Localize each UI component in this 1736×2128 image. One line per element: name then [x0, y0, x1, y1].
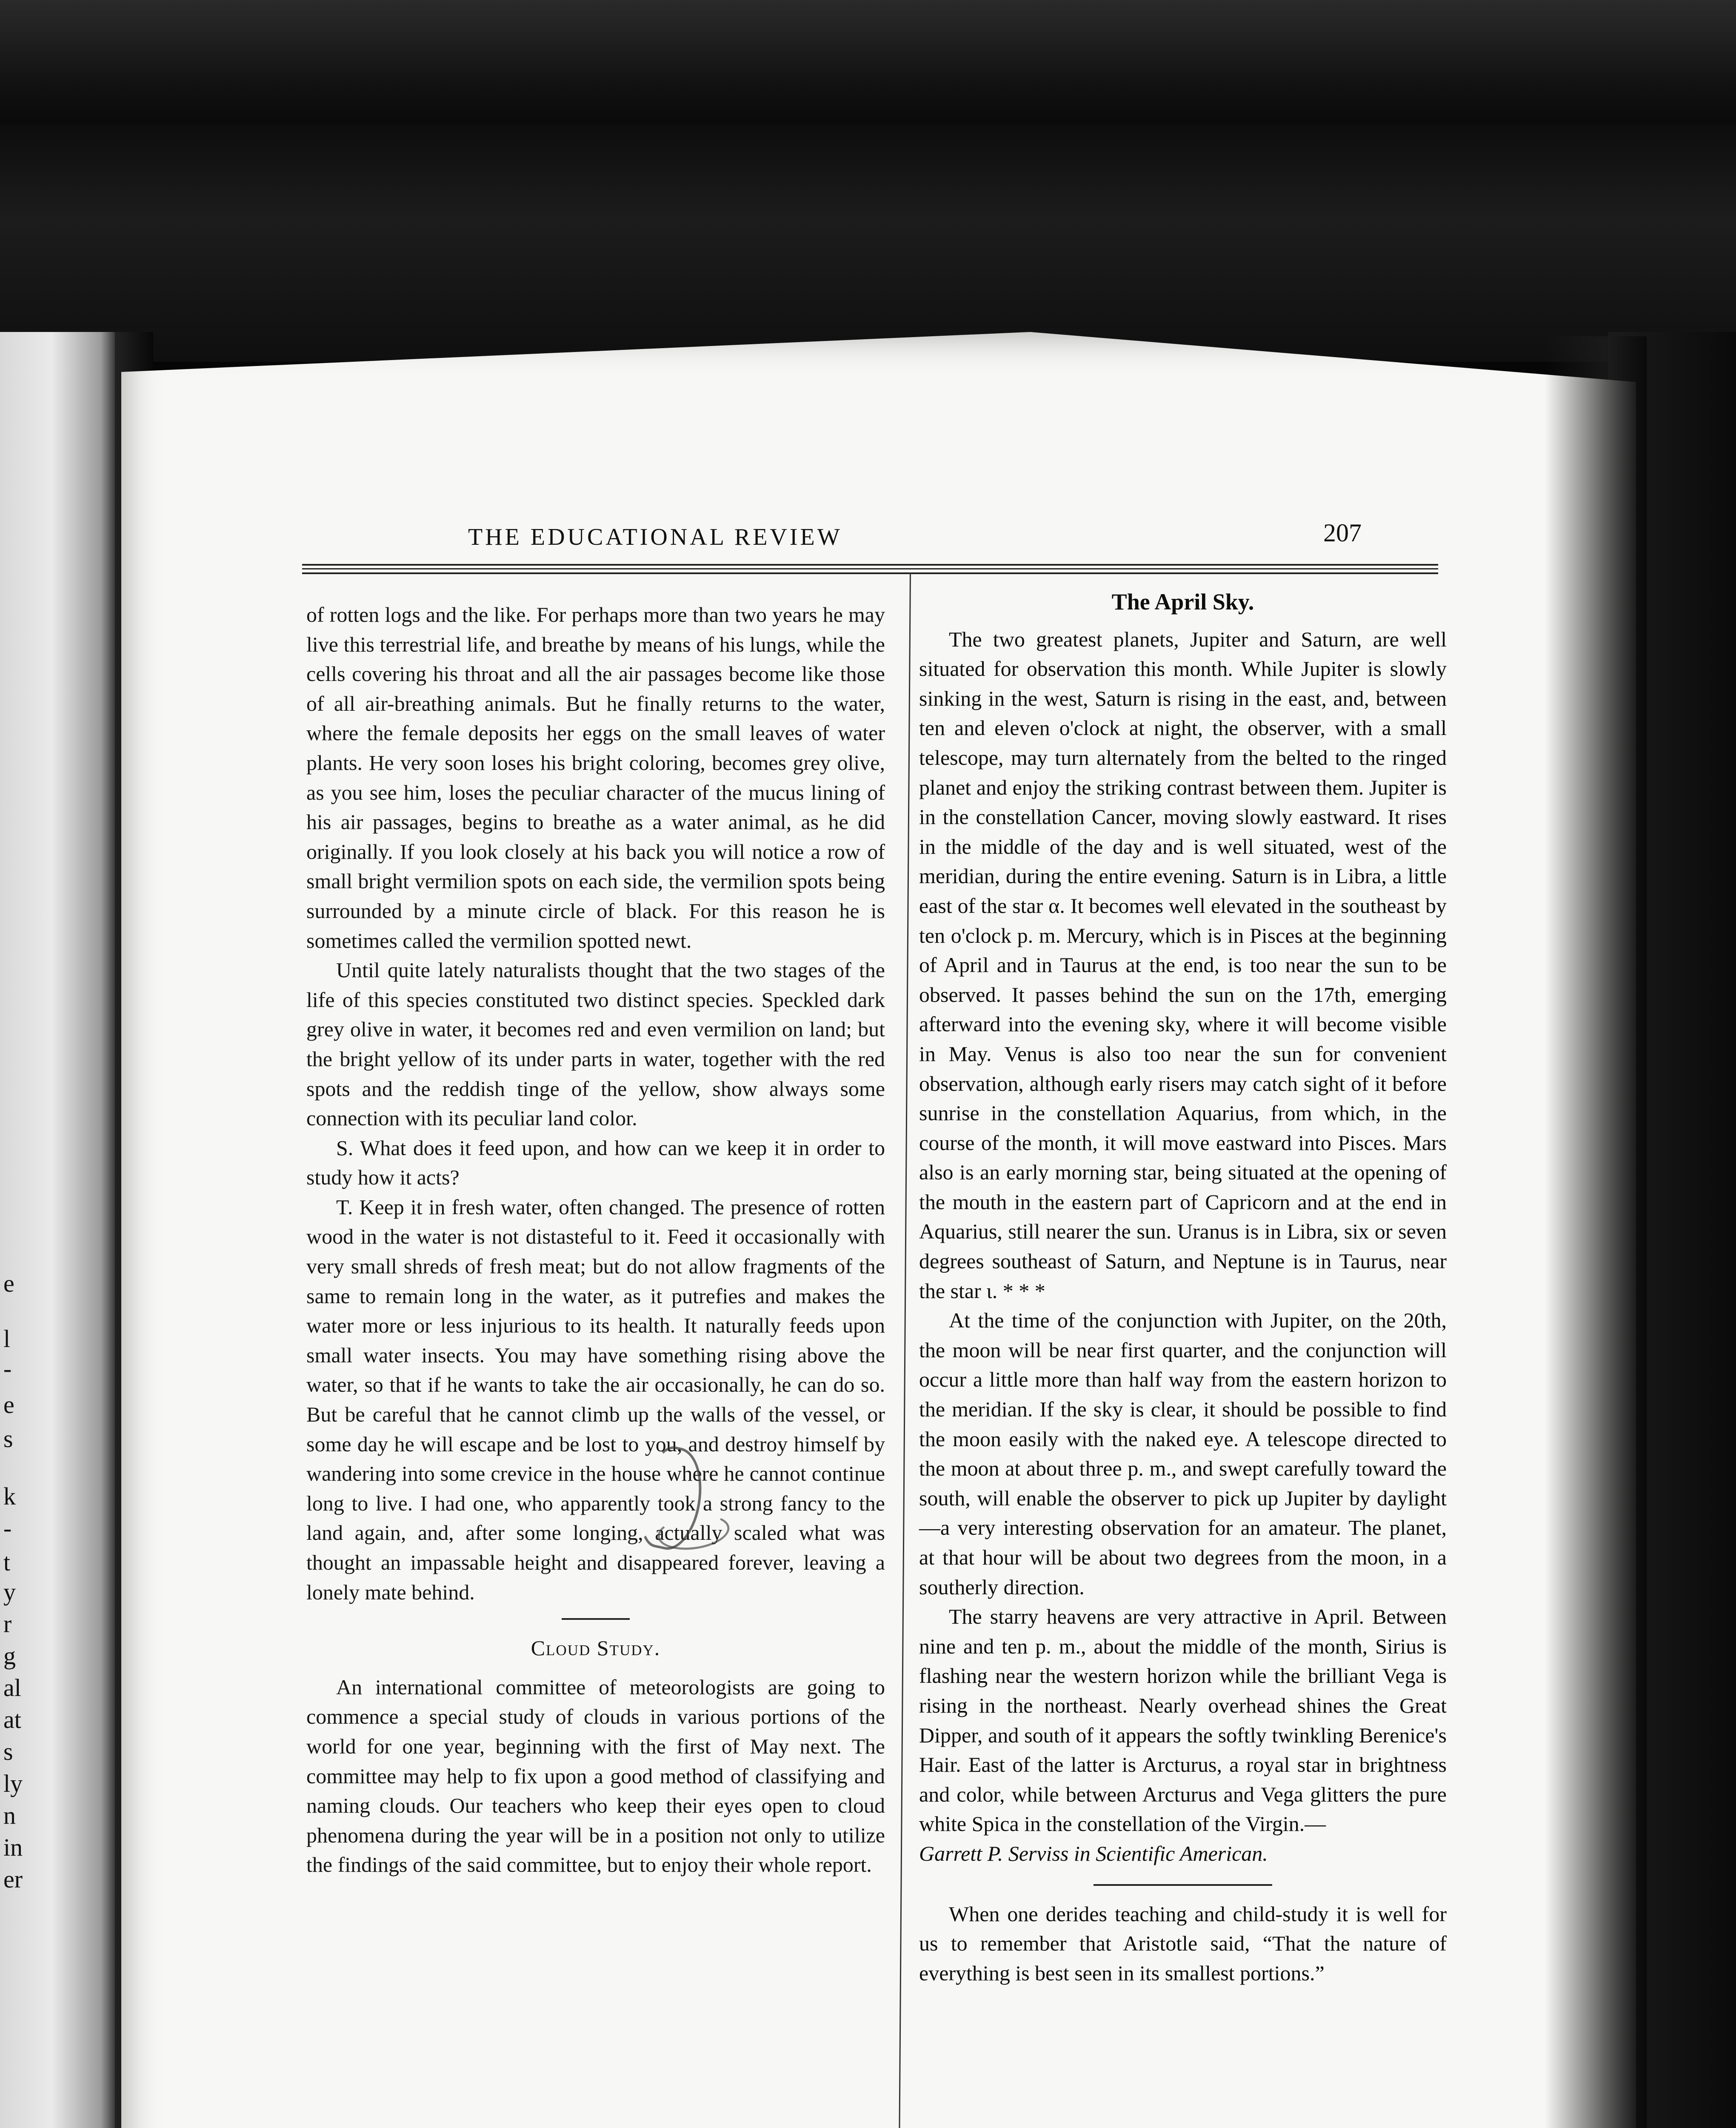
left-column [306, 600, 885, 1880]
facing-page-fragment: y [3, 1578, 16, 1606]
section-rule [1094, 1884, 1272, 1886]
scan-top-band [0, 0, 1736, 123]
dialogue-paragraph: T. Keep it in fresh water, often changed. The presence of rotten wood in the water is not distasteful to it. Feed it occasionally with very small shreds of fresh meat; but do not allow fragments of the same to remain long in the water, as it putrefies and makes the water more or less injurious to its health. It naturally feeds upon small water insects. You may have something rising above the water, so that if he wants to take the air occasionally, he can do so. But be careful that he cannot climb up the walls of the vessel, or some day he will escape and be lost to you, and destroy himself by wandering into some crevice in the house where he cannot continue long to live. I had one, who apparently took a strong fancy to the land again, and, after some longing, actually scaled what was thought an impassable height and disappeared forever, leaving a lonely mate behind. [306, 1195, 885, 1604]
page-right-shadow [1545, 336, 1647, 2128]
facing-page-fragment: r [3, 1610, 12, 1638]
header-rule-lower [302, 572, 1438, 574]
facing-page-fragment: n [3, 1802, 16, 1829]
body-paragraph: of rotten logs and the like. For perhaps more than two years he may live this terrestrial life, and breathe by means of his lungs, while the cells covering his throat and all the air passages become like those of all air-breathing animals. But he finally returns to the water, where the female deposits her eggs on the small leaves of water plants. He very soon loses his bright coloring, becomes grey olive, as you see him, loses the peculiar character of the mucus lining of his air passages, begins to breathe as a water animal, as he did originally. If you look closely at his back you will notice a row of small bright vermilion spots on each side, the vermilion spots being surrounded by a minute circle of black. For this reason he is sometimes called the vermilion spotted newt. [306, 603, 885, 952]
header-rule [302, 564, 1438, 569]
facing-page-fragment: e [3, 1391, 14, 1419]
facing-page-edge [0, 332, 115, 2128]
body-paragraph: At the time of the conjunction with Jupiter, on the 20th, the moon will be near first quarter, and the conjunction will occur a little more than half way from the eastern horizon to the meridian. If the sky is clear, it should be possible to find the moon easily with the naked eye. A telescope directed to the moon at about three p. m., and swept carefully toward the south, will enable the observer to pick up Jupiter by daylight—a very interesting observation for an amateur. The planet, at that hour will be about two degrees from the moon, in a southerly direction. [919, 1308, 1447, 1599]
section-heading: Cloud Study. [531, 1636, 661, 1660]
facing-page-fragment: ly [3, 1770, 23, 1797]
attribution: Garrett P. Serviss in Scientific American. [919, 1841, 1268, 1865]
right-column [919, 587, 1447, 1988]
facing-page-fragment: l [3, 1325, 11, 1353]
facing-page-fragment: - [3, 1355, 12, 1382]
facing-page-fragment: in [3, 1833, 23, 1861]
body-paragraph: The starry heavens are very attractive in April. Between nine and ten p. m., about the middle of the month, Sirius is flashing near the western horizon while the brilliant Vega is rising in the northeast. Nearly overhead shines the Great Dipper, and south of it appears the softly twinkling Berenice's Hair. East of the latter is Arcturus, a royal star in brightness and color, while between Arcturus and Vega glitters the pure white Spica in the constellation of the Virgin.— [919, 1605, 1447, 1836]
body-paragraph: An international committee of meteorologists are going to commence a special study of clouds in various portions of the world for one year, beginning with the first of May next. The committee may help to fix upon a good method of classifying and naming clouds. Our teachers who keep their eyes open to cloud phenomena during the year will be in a position not only to utilize the findings of the said committee, but to enjoy their whole report. [306, 1675, 885, 1877]
dialogue-paragraph: S. What does it feed upon, and how can we keep it in order to study how it acts? [306, 1136, 885, 1190]
facing-page-fragment: at [3, 1706, 21, 1733]
body-paragraph: Until quite lately naturalists thought that the two stages of the life of this species constituted two distinct species. Speckled dark grey olive in water, it becomes red and even vermilion on land; but the bright yellow of its under parts in water, together with the red spots and the reddish tinge of the yellow, show always some connection with its peculiar land color. [306, 958, 885, 1130]
article-title: The April Sky. [1111, 589, 1254, 615]
running-head: THE EDUCATIONAL REVIEW [468, 524, 842, 550]
body-paragraph: When one derides teaching and child-study it is well for us to remember that Aristotle said, “That the nature of everything is best seen in its smallest portions.” [919, 1902, 1447, 1985]
section-rule [562, 1618, 630, 1620]
facing-page-fragment: er [3, 1865, 23, 1893]
facing-page-fragment: t [3, 1548, 11, 1576]
facing-page-fragment: g [3, 1642, 16, 1670]
facing-page-fragment: s [3, 1738, 13, 1765]
binding-shadow [0, 123, 1736, 362]
facing-page-fragment: s [3, 1425, 13, 1453]
facing-page-fragment: - [3, 1514, 12, 1542]
facing-page-fragment: al [3, 1674, 21, 1702]
facing-page-fragment: e [3, 1270, 14, 1297]
page-number: 207 [1323, 519, 1362, 547]
facing-page-fragment: k [3, 1482, 16, 1510]
body-paragraph: The two greatest planets, Jupiter and Saturn, are well situated for observation this month. While Jupiter is slowly sinking in the west, Saturn is rising in the east, and, between ten and eleven o'clock at night, the observer, with a small telescope, may turn alternately from the belted to the ringed planet and enjoy the striking contrast between them. Jupiter is in the constellation Cancer, moving slowly eastward. It rises in the middle of the day and is well situated, west of the meridian, during the entire evening. Saturn is in Libra, a little east of the star α. It becomes well elevated in the southeast by ten o'clock p. m. Mercury, which is in Pisces at the beginning of April and in Taurus at the end, is too near the sun to be observed. It passes behind the sun on the 17th, emerging afterward into the evening sky, where it will become visible in May. Venus is also too near the sun for convenient observation, although early risers may catch sight of it before sunrise in the constellation Aquarius, from which, in the course of the month, it will move eastward into Pisces. Mars also is an early morning star, being situated at the opening of the mouth in the eastern part of Capricorn and at the end in Aquarius, still nearer the sun. Uranus is in Libra, six or seven degrees southeast of Saturn, and Neptune is in Taurus, near the star ι. * * * [919, 627, 1447, 1303]
